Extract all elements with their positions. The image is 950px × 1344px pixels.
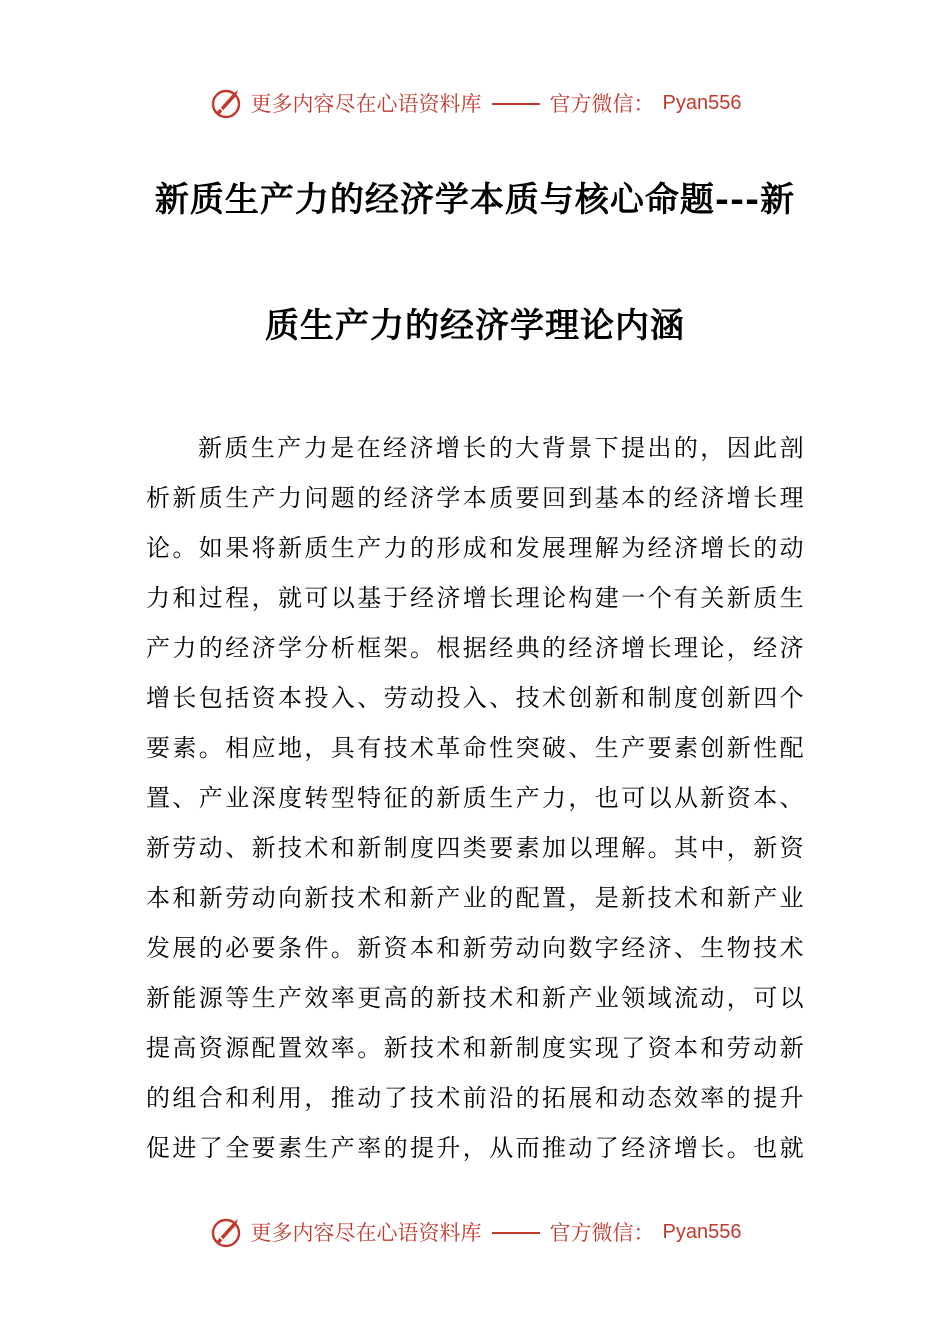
banner-wechat-handle: Pyan556 — [662, 1220, 742, 1243]
banner-text: 更多内容尽在心语资料库 — [250, 92, 482, 116]
banner-divider — [492, 1232, 540, 1234]
document-title-line-2: 质生产力的经济学理论内涵 — [265, 306, 685, 346]
pen-in-circle-icon — [209, 1215, 243, 1249]
banner-official-label: 官方微信： — [549, 1221, 655, 1245]
footer-banner — [0, 1212, 950, 1252]
banner-official-label: 官方微信： — [549, 92, 655, 116]
pen-in-circle-icon — [209, 86, 243, 120]
banner-divider — [492, 103, 540, 105]
header-banner — [0, 83, 950, 123]
body-paragraph: 新质生产力是在经济增长的大背景下提出的，因此剖析新质生产力问题的经济学本质要回到基本的经济增长理论。如果将新质生产力的形成和发展理解为经济增长的动力和过程，就可以基于经济增长理论构建一个有关新质生产力的经济学分析框架。根据经典的经济增长理论，经济增长包括资本投入、劳动投入、技术创新和制度创新四个要素。相应地，具有技术革命性突破、生产要素创新性配置、产业深度转型特征的新质生产力，也可以从新资本、新劳动、新技术和新制度四类要素加以理解。其中，新资本和新劳动向新技术和新产业的配置，是新技术和新产业发展的必要条件。新资本和新劳动向数字经济、生物技术新能源等生产效率更高的新技术和新产业领域流动，可以提高资源配置效率。新技术和新制度实现了资本和劳动新的组合和利用，推动了技术前沿的拓展和动态效率的提升促进了全要素生产率的提升，从而推动了经济增长。也就 — [146, 434, 806, 1162]
banner-wechat-handle: Pyan556 — [662, 91, 742, 114]
banner-text: 更多内容尽在心语资料库 — [250, 1221, 482, 1245]
document-title-line-1: 新质生产力的经济学本质与核心命题---新 — [154, 180, 796, 220]
